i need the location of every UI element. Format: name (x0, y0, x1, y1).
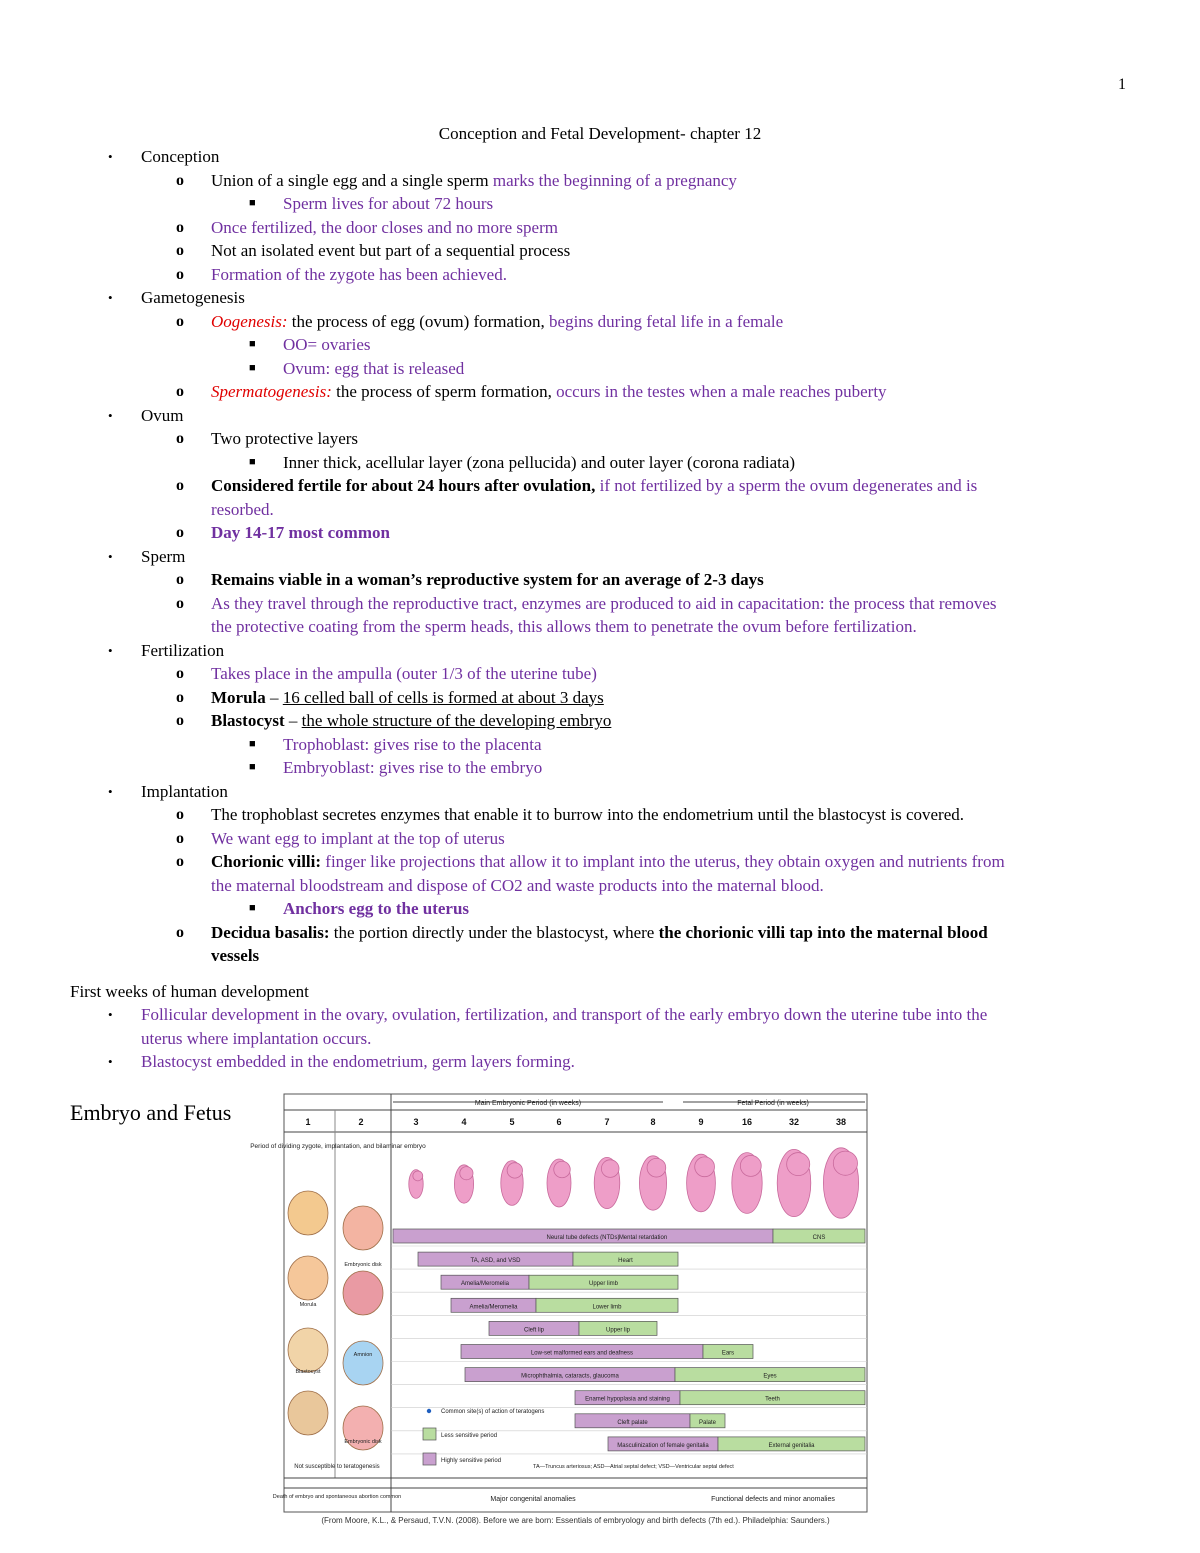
legend-swatch-purple (423, 1453, 436, 1465)
embryo-head (647, 1158, 666, 1177)
embryo-head (833, 1151, 857, 1175)
sensitivity-bar-label: Lower limb (592, 1304, 622, 1311)
outline-text: Morula (211, 687, 266, 707)
outline-line (0, 803, 1200, 827)
bullet-icon: • (108, 548, 113, 564)
outline-line (0, 192, 1200, 216)
embryo-head (413, 1171, 423, 1181)
outline (0, 145, 1200, 1074)
sensitivity-bar-label: Teeth (765, 1396, 780, 1403)
outline-text: Two protective layers (211, 429, 359, 448)
square-bullet-icon: ■ (249, 361, 256, 374)
stage-label: Embryonic disk (344, 1262, 382, 1268)
outline-line (0, 263, 1200, 287)
outline-line (0, 169, 1200, 193)
outline-text: resorbed. (211, 499, 274, 519)
week-label: 32 (788, 1117, 800, 1127)
embryo-head (601, 1160, 619, 1178)
circle-bullet-icon: o (176, 571, 184, 588)
sensitivity-bar-label: Ears (721, 1350, 735, 1357)
stage-label: Embryonic disk (344, 1439, 382, 1445)
outline-line (0, 357, 1200, 381)
page-number: 1 (1118, 76, 1126, 93)
figure-caption: (From Moore, K.L., & Persaud, T.V.N. (2008). Before we are born: Essentials of embryology and birth defects (7th ed.). Philadelphia: Saunders.) (321, 1516, 830, 1525)
outline-text: the portion directly under the blastocyst, where (329, 922, 659, 942)
outline-line (0, 451, 1200, 475)
circle-bullet-icon: o (176, 712, 184, 729)
bottom-left-label-2: Death of embryo and spontaneous abortion common (272, 1494, 402, 1500)
square-bullet-icon: ■ (249, 761, 256, 773)
circle-bullet-icon: o (176, 829, 184, 847)
week-label: 3 (413, 1117, 419, 1127)
outline-line (0, 1027, 1200, 1051)
outline-text: Embryoblast: gives rise to the embryo (283, 758, 543, 777)
outline-text: Day 14-17 most common (211, 523, 390, 542)
abbreviation-note: TA—Truncus arteriosus; ASD—Atrial septal defect; VSD—Ventricular septal defect (533, 1464, 734, 1470)
outline-text: Spermatogenesis: (211, 382, 332, 401)
stage-illustration (288, 1328, 328, 1372)
outline-text: Remains viable in a woman’s reproductive system for an average of 2-3 days (211, 570, 764, 589)
outline-text: We want egg to implant at the top of uterus (211, 828, 505, 848)
outline-line (0, 897, 1200, 921)
week-label: 2 (358, 1117, 364, 1127)
circle-bullet-icon: o (176, 594, 184, 612)
week-label: 8 (650, 1117, 656, 1127)
outline-line (0, 521, 1200, 545)
square-bullet-icon: ■ (249, 197, 256, 209)
outline-line (0, 980, 1200, 1004)
sensitivity-bar-label: Masculinization of female genitalia (617, 1442, 709, 1449)
outline-text: the process of egg (ovum) formation, (287, 311, 550, 331)
circle-bullet-icon: o (176, 477, 184, 494)
outline-text: Oogenesis: (211, 311, 288, 331)
outline-text: Sperm lives for about 72 hours (283, 194, 494, 213)
outline-text: Anchors egg to the uterus (283, 899, 470, 918)
legend-label: Highly sensitive period (441, 1458, 502, 1464)
sensitivity-bar-label: External genitalia (768, 1442, 815, 1449)
outline-text: Sperm (141, 546, 186, 566)
outline-line (0, 286, 1200, 310)
sensitivity-bar-label: Heart (618, 1258, 633, 1265)
outline-text: Trophoblast: gives rise to the placenta (283, 734, 542, 754)
sensitivity-bar-label: Amelia/Meromelia (469, 1304, 518, 1311)
legend-label: Less sensitive period (441, 1433, 498, 1439)
legend-swatch-green (423, 1428, 436, 1440)
outline-line (0, 310, 1200, 334)
stage-illustration (288, 1256, 328, 1300)
week-label: 9 (698, 1117, 704, 1127)
outline-line (0, 686, 1200, 710)
outline-text: Decidua basalis: (211, 922, 330, 942)
outline-line (0, 827, 1200, 851)
bullet-icon: • (108, 783, 113, 799)
outline-text: marks the beginning of a pregnancy (492, 170, 737, 190)
outline-line (0, 1050, 1200, 1074)
outline-text: Formation of the zygote has been achieved. (211, 264, 507, 284)
stage-label: Morula (299, 1302, 317, 1308)
bottom-mid-label: Major congenital anomalies (490, 1496, 576, 1503)
outline-text: begins during fetal life in a female (549, 311, 784, 331)
outline-text: OO= ovaries (283, 335, 371, 354)
stage-illustration (288, 1391, 328, 1435)
outline-line (0, 850, 1200, 874)
outline-text: if not fertilized by a sperm the ovum degenerates and is (595, 476, 978, 495)
outline-line (0, 145, 1200, 169)
bottom-left-label: Not susceptible to teratogenesis (294, 1464, 380, 1470)
outline-line (0, 474, 1200, 498)
outline-text: Gametogenesis (141, 288, 245, 307)
week-label: 6 (556, 1117, 562, 1127)
outline-text: – (265, 687, 283, 707)
outline-line (0, 756, 1200, 780)
outline-text: Blastocyst (211, 711, 285, 730)
document-title: Conception and Fetal Development- chapter 12 (438, 124, 762, 143)
circle-bullet-icon: o (176, 218, 184, 236)
outline-text: Ovum: egg that is released (283, 358, 465, 378)
embryonic-period-label: Main Embryonic Period (in weeks) (474, 1100, 582, 1107)
outline-text: the whole structure of the developing embryo (301, 711, 612, 730)
embryo-fetus-svg (250, 1088, 868, 1513)
sensitivity-bar-label: Upper limb (588, 1281, 619, 1288)
bullet-icon: • (108, 1054, 113, 1069)
outline-text: vessels (211, 946, 260, 965)
outline-text: Takes place in the ampulla (outer 1/3 of the uterine tube) (211, 664, 597, 683)
bullet-icon: • (108, 1007, 113, 1022)
sensitivity-bar-label: TA, ASD, and VSD (470, 1258, 521, 1265)
outline-line (0, 545, 1200, 569)
stage-illustration (343, 1341, 383, 1385)
outline-text: Follicular development in the ovary, ovulation, fertilization, and transport of the early embryo down the uterine tube into the (141, 1005, 988, 1024)
week-label: 1 (305, 1117, 311, 1127)
outline-line (0, 639, 1200, 663)
fetal-period-label: Fetal Period (in weeks) (737, 1100, 809, 1107)
outline-text: 16 celled ball of cells is formed at about 3 days (282, 687, 604, 707)
square-bullet-icon: ■ (249, 737, 256, 750)
square-bullet-icon: ■ (249, 902, 256, 914)
outline-line (0, 1003, 1200, 1027)
outline-line (0, 733, 1200, 757)
stage-illustration (288, 1191, 328, 1235)
outline-line (0, 662, 1200, 686)
embryo-head (787, 1153, 810, 1176)
outline-line (0, 404, 1200, 428)
stage-label: Blastocyst (295, 1369, 321, 1375)
outline-text: Considered fertile for about 24 hours after ovulation, (211, 476, 596, 495)
outline-text: occurs in the testes when a male reaches puberty (556, 382, 887, 401)
circle-bullet-icon: o (176, 806, 184, 823)
outline-text: Ovum (141, 405, 184, 425)
outline-text: the protective coating from the sperm heads, this allows them to penetrate the ovum before fertilization. (211, 617, 917, 636)
circle-bullet-icon: o (176, 383, 184, 400)
sensitivity-bar-label: Enamel hypoplasia and staining (585, 1396, 670, 1403)
outline-text: Blastocyst embedded in the endometrium, germ layers forming. (141, 1052, 575, 1071)
outline-text: Conception (141, 147, 220, 166)
stage-illustration (343, 1206, 383, 1250)
outline-line (0, 615, 1200, 639)
outline-line (0, 780, 1200, 804)
outline-line (0, 216, 1200, 240)
sensitivity-bar-label: Cleft palate (617, 1419, 648, 1426)
embryo-head (695, 1157, 715, 1177)
week-label: 5 (509, 1117, 515, 1127)
circle-bullet-icon: o (176, 665, 184, 682)
sensitivity-bar-label: Amelia/Meromelia (460, 1281, 510, 1288)
week-label: 7 (604, 1117, 610, 1127)
sensitivity-bar-label: Cleft lip (523, 1327, 545, 1334)
circle-bullet-icon: o (176, 923, 184, 941)
outline-line (0, 709, 1200, 733)
stage-label: Amnion (353, 1352, 373, 1358)
figure-heading: Embryo and Fetus (70, 1100, 232, 1125)
early-period-label: Period of dividing zygote, implantation, and bilaminar embryo (250, 1143, 426, 1150)
circle-bullet-icon: o (176, 242, 184, 259)
embryo-head (460, 1167, 473, 1180)
sensitivity-bar-label: Mental retardation (618, 1235, 668, 1241)
week-label: 38 (835, 1117, 847, 1127)
circle-bullet-icon: o (176, 524, 184, 541)
legend-dot-icon (427, 1409, 431, 1413)
outline-gap (0, 968, 1200, 980)
outline-text: Chorionic villi: (211, 852, 322, 871)
outline-text: Inner thick, acellular layer (zona pellucida) and outer layer (corona radiata) (283, 452, 796, 472)
outline-text: – (284, 711, 302, 730)
embryo-fetus-chart (250, 1088, 868, 1513)
circle-bullet-icon: o (176, 430, 184, 447)
embryo-head (554, 1161, 571, 1178)
outline-text: Union of a single egg and a single sperm (211, 170, 493, 190)
outline-text: Implantation (141, 781, 228, 801)
bullet-icon: • (108, 642, 113, 658)
stage-illustration (343, 1271, 383, 1315)
bottom-right-label: Functional defects and minor anomalies (711, 1496, 835, 1503)
outline-line (0, 380, 1200, 404)
bullet-icon: • (108, 407, 113, 423)
outline-line (0, 333, 1200, 357)
outline-text: the process of sperm formation, (331, 382, 557, 401)
outline-line (0, 239, 1200, 263)
outline-text: Once fertilized, the door closes and no more sperm (211, 217, 558, 237)
outline-line (0, 944, 1200, 968)
circle-bullet-icon: o (176, 312, 184, 330)
embryo-head (740, 1155, 761, 1176)
sensitivity-bar-label: Palate (698, 1419, 717, 1426)
sensitivity-bar-label: Microphthalmia, cataracts, glaucoma (521, 1373, 619, 1380)
sensitivity-bar-label: Low-set malformed ears and deafness (530, 1350, 634, 1357)
sensitivity-bar-label: Neural tube defects (NTDs) (546, 1235, 620, 1241)
sensitivity-bar-label: Upper lip (605, 1327, 631, 1334)
sensitivity-bar-label: Eyes (763, 1373, 777, 1380)
embryo-head (507, 1163, 522, 1178)
circle-bullet-icon: o (176, 853, 184, 870)
outline-line (0, 921, 1200, 945)
square-bullet-icon: ■ (249, 338, 256, 350)
outline-text: Fertilization (141, 640, 225, 660)
sensitivity-bar-label: CNS (812, 1235, 826, 1241)
outline-text: the maternal bloodstream and dispose of CO2 and waste products into the maternal blood. (211, 875, 824, 895)
outline-text: Not an isolated event but part of a sequential process (211, 241, 571, 260)
outline-text: finger like projections that allow it to implant into the uterus, they obtain oxygen and nutrients from (321, 852, 1005, 871)
outline-text: The trophoblast secretes enzymes that enable it to burrow into the endometrium until the blastocyst is covered. (211, 805, 964, 824)
bullet-icon: • (108, 149, 113, 164)
outline-text: the chorionic villi tap into the maternal blood (658, 922, 988, 942)
outline-line (0, 427, 1200, 451)
week-label: 16 (741, 1117, 753, 1127)
outline-line (0, 874, 1200, 898)
bullet-icon: • (108, 290, 113, 305)
circle-bullet-icon: o (176, 171, 184, 189)
outline-text: As they travel through the reproductive tract, enzymes are produced to aid in capacitation: the process that removes (211, 593, 997, 613)
outline-line (0, 592, 1200, 616)
outline-line (0, 498, 1200, 522)
square-bullet-icon: ■ (249, 455, 256, 468)
outline-text: First weeks of human development (70, 981, 309, 1001)
outline-text: uterus where implantation occurs. (141, 1028, 372, 1048)
outline-line (0, 568, 1200, 592)
circle-bullet-icon: o (176, 688, 184, 706)
legend-label: Common site(s) of action of teratogens (441, 1409, 545, 1415)
week-label: 4 (461, 1117, 467, 1127)
circle-bullet-icon: o (176, 265, 184, 283)
